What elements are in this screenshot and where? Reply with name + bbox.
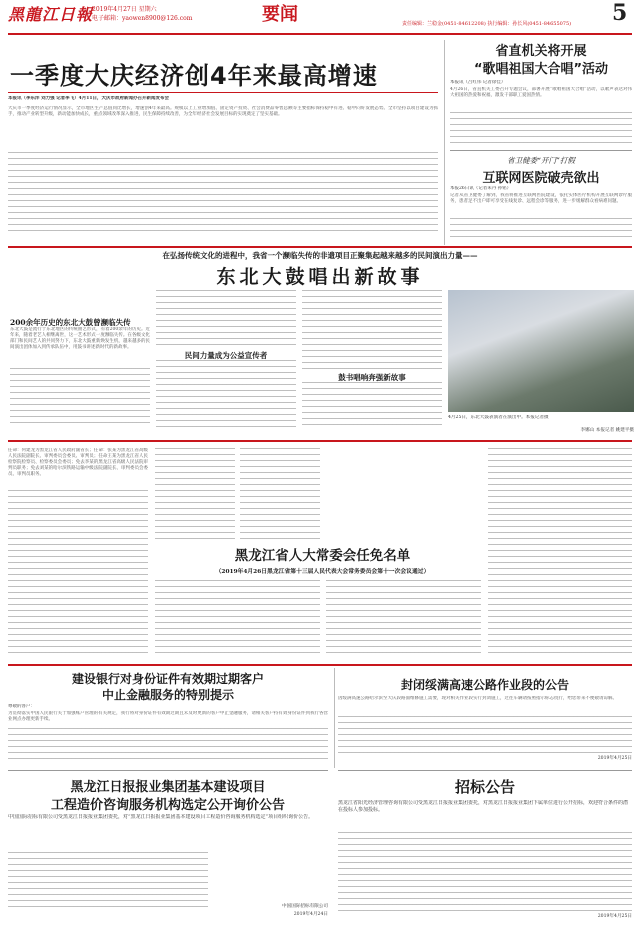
right-mid-body: 记者从省卫健委了解到，我省将推进互联网医院建设，依托实体医疗机构开展互联网诊疗服务，患者足不出户即可享受在线复诊、远程会诊等服务，进一步缓解群众看病难问题。 bbox=[450, 193, 632, 204]
page-number: 5 bbox=[612, 0, 628, 26]
appointments-col5 bbox=[488, 448, 632, 658]
highway-notice-text bbox=[338, 716, 632, 756]
bank-notice-greeting: 尊敬的客户： bbox=[8, 704, 35, 709]
highway-notice-date: 2019年4月25日 bbox=[597, 756, 632, 761]
tender-body: 黑龙江省阳光经济管理咨询有限公司受黑龙江日报报业集团委托，对黑龙江日报报业集团下属单位进行公开招标，欢迎符合条件的潜在投标人参加投标。 bbox=[338, 800, 629, 813]
masthead-logo: 黑龍江日報 bbox=[8, 5, 94, 24]
highway-notice-body: 因绥满高速公路哈尔滨至大庆段路面维修施工需要，现对相关作业段实行封闭施工，过往车辆请按照指示标志绕行，给您带来不便敬请谅解。 bbox=[338, 696, 617, 701]
feature-body: 东北大鼓是流行于东北地区的传统曲艺形式，有着200余年的历史。近年来，随着老艺人相继离世，这一艺术形式一度濒临失传。在各级文化部门和民间艺人的共同努力下，东北大鼓重新焕发生机，越来越多的民间演出团体加入到传承队伍中，用鼓书讲述新时代的新故事。 bbox=[10, 327, 150, 350]
masthead-rule bbox=[8, 33, 632, 35]
ad-text bbox=[8, 852, 208, 912]
right-top-text-columns bbox=[450, 112, 632, 146]
highway-notice-title: 封闭绥满高速公路作业段的公告 bbox=[400, 678, 569, 692]
ad-title-line2: 工程造价咨询服务机构选定公开询价公告 bbox=[50, 798, 285, 813]
right-mid-title: 互联网医院破壳欲出 bbox=[482, 171, 600, 186]
feature-photo bbox=[448, 290, 634, 412]
feature-col2 bbox=[156, 290, 296, 348]
right-mid-text-columns bbox=[450, 218, 632, 242]
photo-caption: 4月25日，东北大鼓表演者在演出中。本报记者摄 bbox=[448, 415, 549, 420]
feature-col3 bbox=[302, 290, 442, 370]
bottom-divider bbox=[334, 668, 335, 768]
feature-title: 东北大鼓唱出新故事 bbox=[216, 266, 424, 288]
ad-date: 2019年4月24日 bbox=[293, 912, 328, 917]
bank-notice-title-line2: 中止金融服务的特别提示 bbox=[101, 688, 234, 702]
tender-text bbox=[338, 832, 632, 912]
editor-credits: 责任编辑：兰稳金(0451-84612208) 执行编辑：孙长风(0451-84655075) bbox=[402, 21, 572, 27]
ad-company: 中国国际招标有限公司 bbox=[282, 904, 328, 909]
lead-body: 大庆市一季度经济运行情况显示，全市地区生产总值同比增长，增速创4年来最高。规模以上工业增加值、固定资产投资、社会消费品零售总额等主要指标保持稳中有进、稳中向好发展态势。全市坚持以项目建设为抓手，推动产业转型升级，新动能加快成长，重点领域改革深入推进，民生保障持续改善，为全年经济社会发展目标的实现奠定了坚实基础。 bbox=[8, 106, 438, 117]
bank-notice-body: 为贯彻落实中国人民银行关于加强账户管理的有关规定，我行将对身份证件有效期过期且未及时更新的客户中止金融服务，请相关客户持有效身份证件到我行各营业网点办理更新手续。 bbox=[8, 711, 328, 722]
tender-rule bbox=[338, 770, 632, 771]
photo-credit: 李娜山 本报记者 姚建平摄 bbox=[580, 428, 634, 433]
feature-col3b bbox=[302, 382, 442, 428]
column-divider bbox=[444, 40, 445, 245]
appointments-title: 黑龙江省人大常委会任免名单 bbox=[234, 548, 411, 564]
appointments-col4 bbox=[326, 580, 481, 658]
ad-rule bbox=[8, 770, 328, 771]
appointments-col2b bbox=[155, 580, 320, 658]
lead-byline: 本报讯（李东洋 刘力强 记者李飞）4月11日，大庆市政府新闻办召开新闻发布会 bbox=[8, 96, 170, 101]
bank-notice-title-line1: 建设银行对身份证件有效期过期客户 bbox=[71, 672, 264, 686]
right-mid-byline: 本报26日讯（记者朱丹 孙铭） bbox=[450, 186, 512, 191]
appointments-col3 bbox=[240, 448, 320, 540]
right-top-title-line1: 省直机关将开展 bbox=[495, 44, 587, 59]
appointments-subtitle: （2019年4月26日黑龙江省第十三届人民代表大会常务委员会第十一次会议通过） bbox=[215, 569, 430, 575]
tender-date: 2019年4月25日 bbox=[597, 914, 632, 919]
feature-col1 bbox=[10, 368, 150, 428]
tender-title: 招标公告 bbox=[454, 778, 515, 796]
ad-title-line1: 黑龙江日报报业集团基本建设项目 bbox=[70, 780, 266, 795]
appointments-rule bbox=[8, 440, 632, 442]
right-mid-kicker: 省卫健委“开门”打假 bbox=[507, 156, 575, 165]
right-top-body: 4月26日，省直机关工委召开专题会议，部署开展“歌唱祖国大合唱”活动，以歌声表达对伟大祖国的热爱和祝福，激发干部职工爱国热情。 bbox=[450, 87, 632, 98]
bank-notice-text bbox=[8, 728, 328, 764]
appointments-body: 任命：何建龙为黑龙江省人民政府副省长；任命：张某为黑龙江省高级人民法院副院长、审判委员会委员、审判员；任命王某为黑龙江省人民检察院检察员、检察委员会委员；免去李某的黑龙江省高级人民法院审判员职务；免去刘某的哈尔滨铁路运输中级法院副院长、审判委员会委员、审判员职务。 bbox=[8, 448, 148, 477]
feature-col2b bbox=[156, 360, 296, 428]
lead-rule bbox=[8, 92, 438, 93]
appointments-col1 bbox=[8, 490, 148, 658]
right-top-rule bbox=[450, 150, 632, 151]
bottom-rule bbox=[8, 664, 632, 666]
appointments-col2 bbox=[155, 448, 235, 540]
section-title: 要闻 bbox=[262, 4, 298, 25]
feature-section2: 民间力量成为公益宣传者 bbox=[184, 351, 268, 360]
lead-headline: 一季度大庆经济创4年来最高增速 bbox=[10, 62, 378, 90]
feature-top-rule bbox=[8, 246, 632, 248]
feature-kicker: 在弘扬传统文化的进程中，我省一个濒临失传的非遗项目正聚集起越来越多的民间演出力量—— bbox=[162, 251, 478, 260]
right-top-byline: 本报讯（吕红伟 记者徐佳） bbox=[450, 80, 506, 85]
issue-date: 2019年4月27日 星期六 bbox=[92, 6, 157, 13]
feature-section1: 200余年历史的东北大鼓曾濒临失传 bbox=[10, 318, 131, 327]
right-top-title-line2: “歌唱祖国大合唱”活动 bbox=[473, 62, 609, 77]
contact-email: 电子邮箱：yaowen8900@126.com bbox=[92, 15, 193, 22]
lead-text-columns bbox=[8, 152, 438, 232]
feature-section3: 鼓书唱响奔强新故事 bbox=[338, 373, 406, 382]
ad-body: 中国国际招标有限公司受黑龙江日报报业集团委托，对“黑龙江日报报业集团基本建设项目工程造价咨询服务机构选定”项目组织询价公告。 bbox=[8, 814, 314, 820]
